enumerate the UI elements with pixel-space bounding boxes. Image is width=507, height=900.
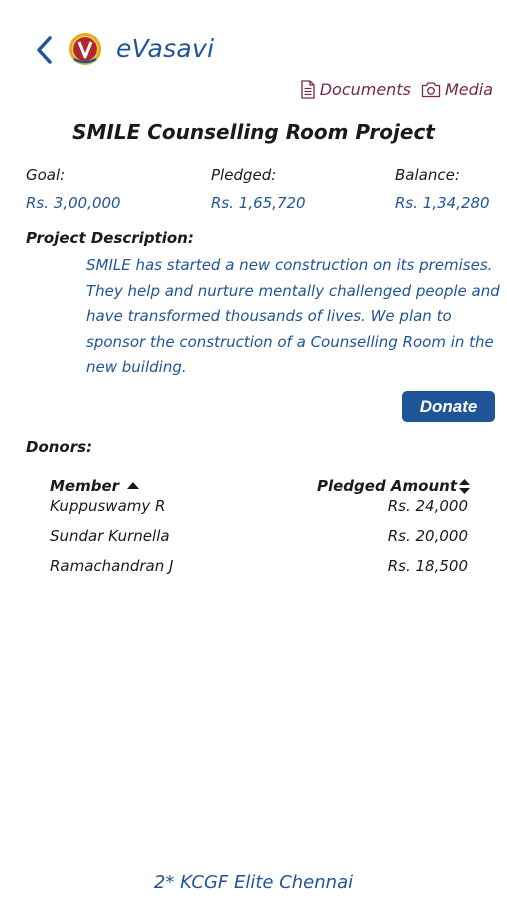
pledged-amount: Rs. 24,000 <box>387 497 468 515</box>
balance-label: Balance: <box>395 166 460 184</box>
project-title: SMILE Counselling Room Project <box>72 120 435 144</box>
balance-value: Rs. 1,34,280 <box>395 194 490 212</box>
document-icon <box>300 80 316 99</box>
donors-label: Donors: <box>26 438 93 456</box>
footer-text: 2* KCGF Elite Chennai <box>153 872 354 893</box>
app-title: eVasavi <box>116 34 215 63</box>
media-label: Media <box>444 79 493 99</box>
description-label: Project Description: <box>26 229 194 247</box>
member-header-label: Member <box>50 477 120 495</box>
chevron-left-icon <box>30 32 58 68</box>
amount-header-label: Pledged Amount <box>317 477 457 495</box>
donate-button[interactable]: Donate <box>402 391 495 422</box>
goal-stat <box>26 166 121 212</box>
table-row[interactable] <box>50 527 470 557</box>
member-column-header[interactable] <box>50 477 139 495</box>
back-button[interactable] <box>30 32 58 68</box>
table-row[interactable] <box>50 497 470 527</box>
member-name: Sundar Kurnella <box>50 527 170 545</box>
balance-stat <box>395 166 490 212</box>
member-name: Ramachandran J <box>50 557 174 575</box>
pledged-label: Pledged: <box>211 166 277 184</box>
goal-label: Goal: <box>26 166 66 184</box>
app-header <box>0 28 507 72</box>
media-link[interactable] <box>421 80 493 99</box>
app-logo <box>68 32 102 66</box>
project-description: SMILE has started a new construction on its premises. They help and nurture mentally challenged people and have transformed thousands of lives. We plan to sponsor the construction of a Counselling Room in the new building. <box>86 256 500 377</box>
amount-column-header[interactable] <box>317 477 470 495</box>
sort-ascending-icon <box>127 482 139 490</box>
sort-both-icon <box>459 479 470 494</box>
pledged-amount: Rs. 20,000 <box>387 527 468 545</box>
table-row[interactable] <box>50 557 470 587</box>
table-header <box>50 477 470 497</box>
documents-link[interactable] <box>300 80 411 99</box>
donors-table <box>50 477 470 587</box>
pledged-amount: Rs. 18,500 <box>387 557 468 575</box>
project-links <box>300 78 493 100</box>
pledged-stat <box>211 166 306 212</box>
goal-value: Rs. 3,00,000 <box>26 194 121 212</box>
documents-label: Documents <box>319 79 411 99</box>
camera-icon <box>421 81 441 98</box>
pledged-value: Rs. 1,65,720 <box>211 194 306 212</box>
member-name: Kuppuswamy R <box>50 497 166 515</box>
